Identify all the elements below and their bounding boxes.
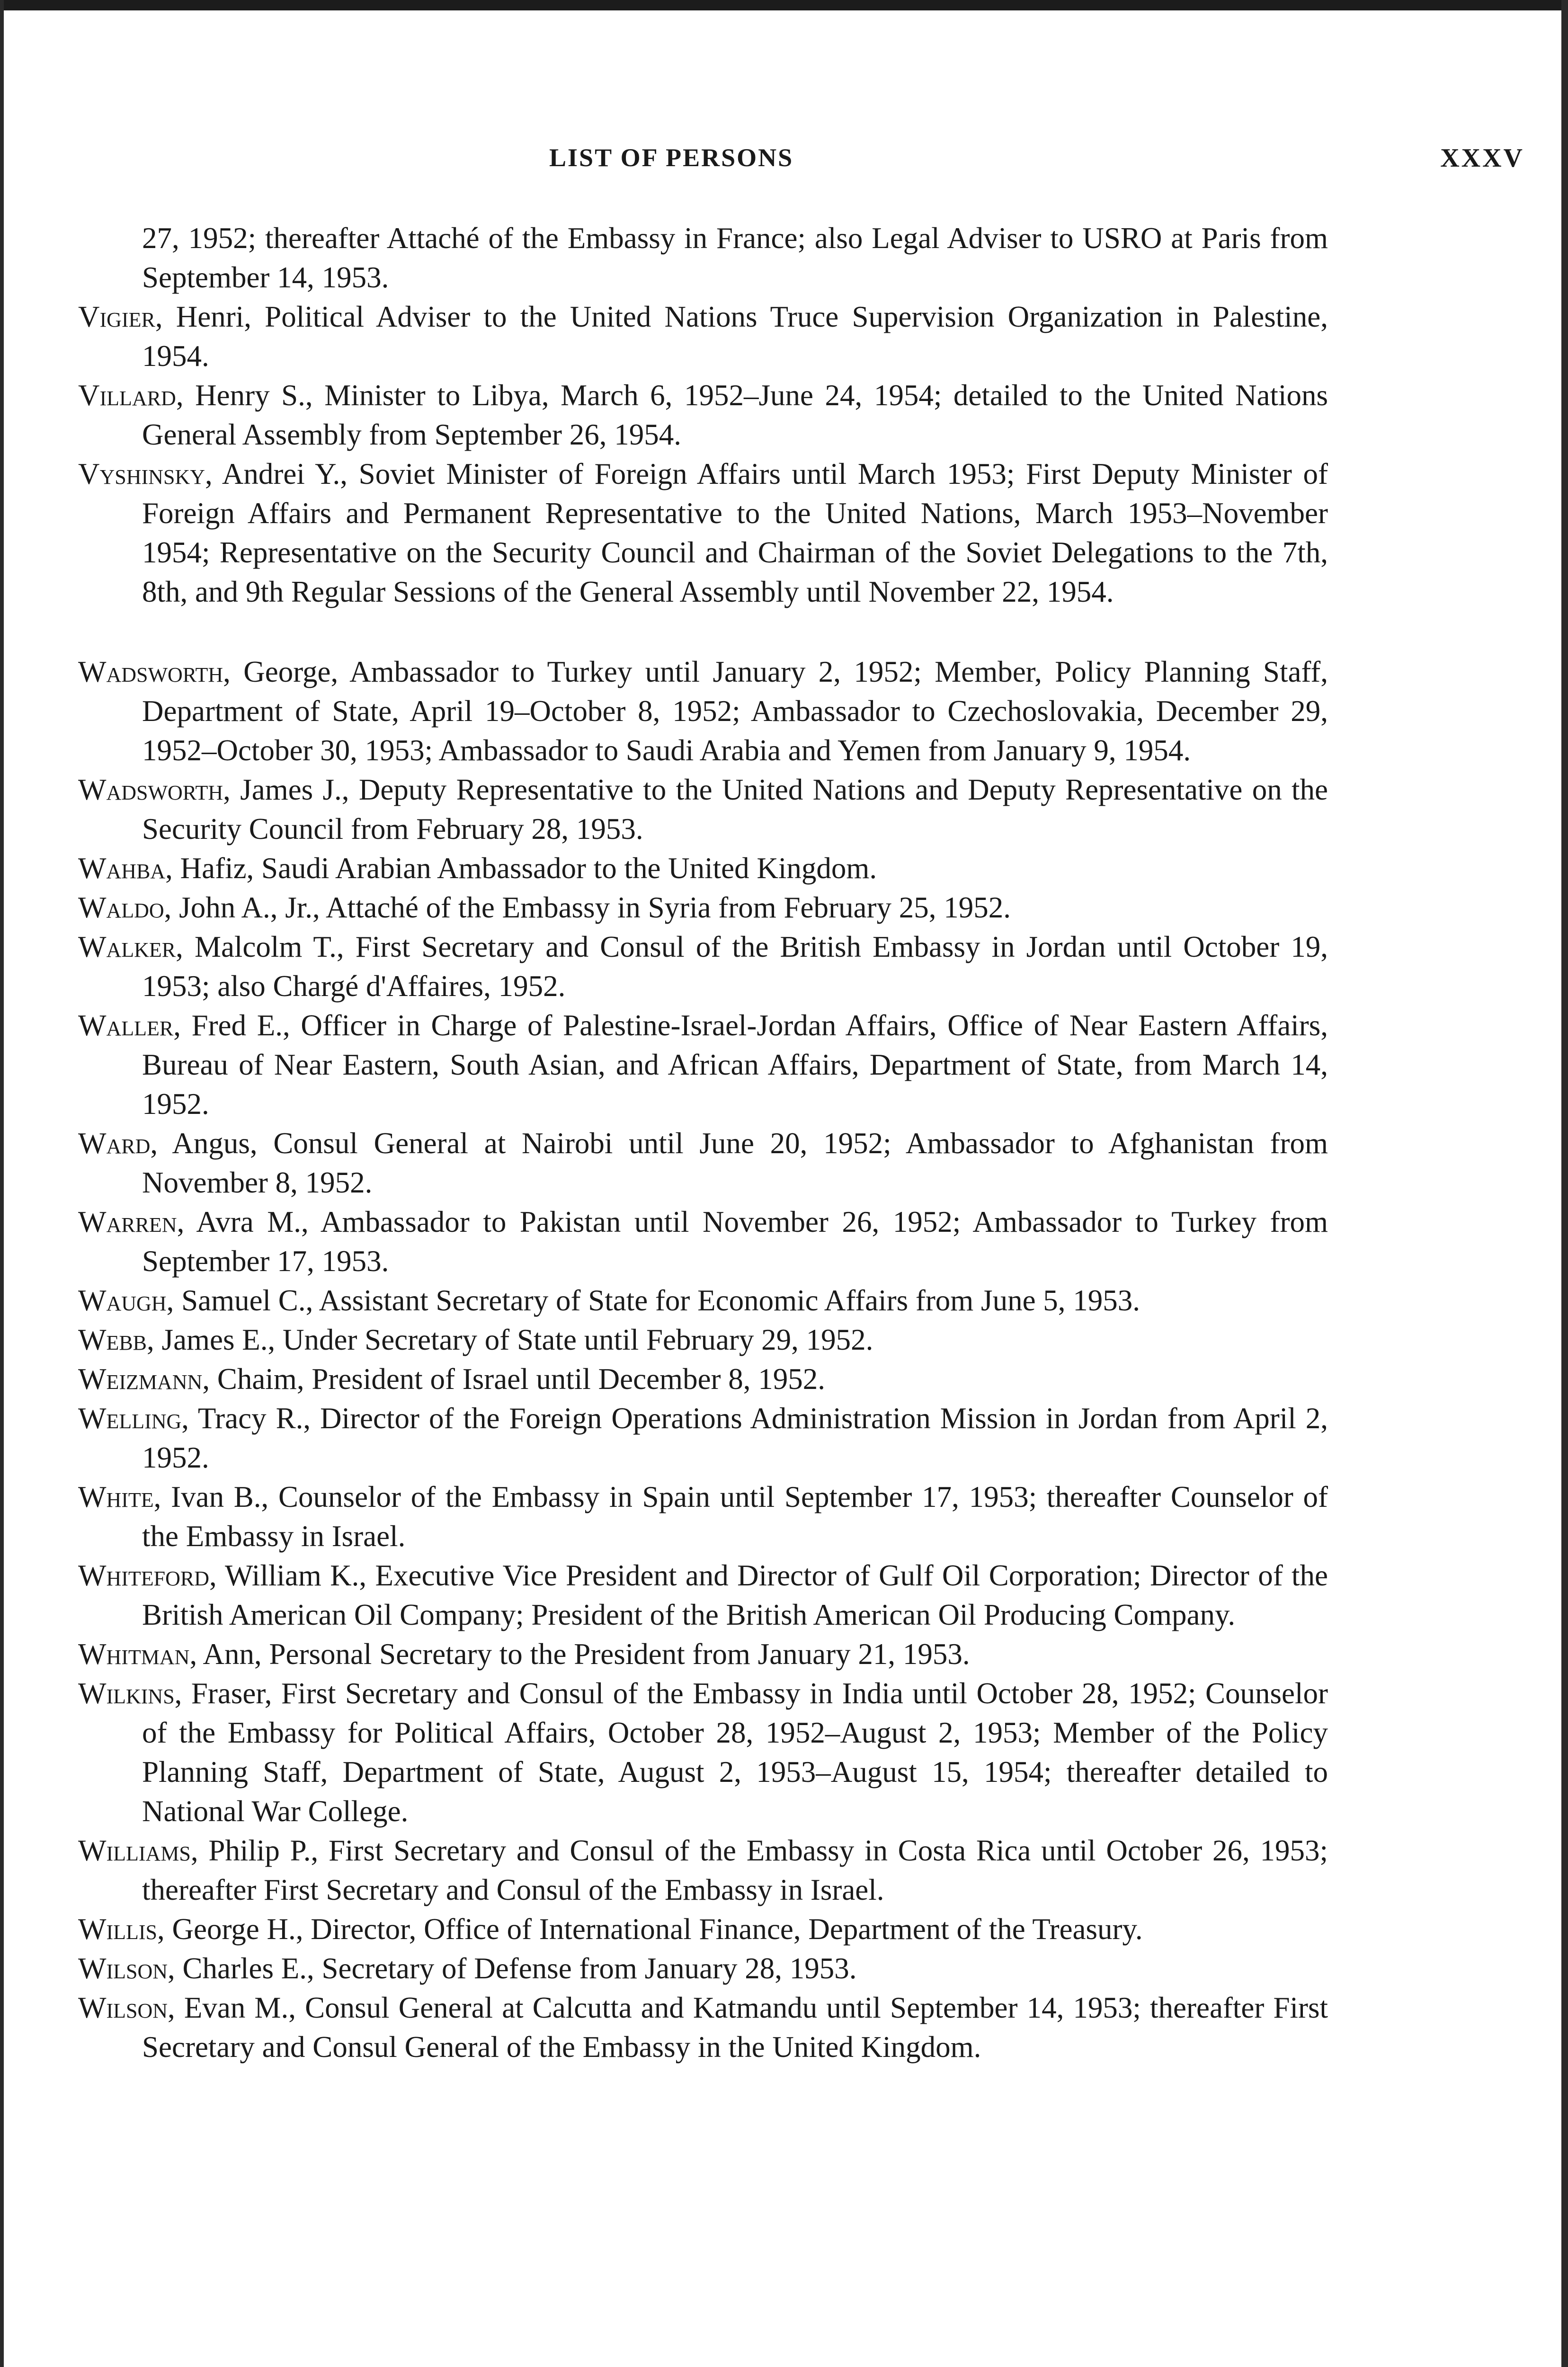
entry-text: , Tracy R., Director of the Foreign Operations Administration Mission in Jordan from April 2, 1952. [142, 1402, 1328, 1474]
entry-text: , Evan M., Consul General at Calcutta and Katmandu until September 14, 1953; thereafter First Secretary and Consul General of the Embassy in the United Kingdom. [142, 1991, 1328, 2064]
entry-surname: Wadsworth [78, 655, 223, 688]
entry-text: , Ivan B., Counselor of the Embassy in Spain until September 17, 1953; thereafter Counselor of the Embassy in Israel. [142, 1480, 1328, 1553]
list-entry [78, 927, 1328, 1006]
entry-surname: Waugh [78, 1284, 167, 1317]
running-head: LIST OF PERSONS [549, 143, 794, 172]
entry-text: , George H., Director, Office of International Finance, Department of the Treasury. [157, 1913, 1143, 1946]
list-entry [78, 849, 1328, 888]
entry-text: , Fred E., Officer in Charge of Palestine-Israel-Jordan Affairs, Office of Near Eastern Affairs, Bureau of Near Eastern, South Asian, and African Affairs, Department of State, from March 14, 1952. [142, 1009, 1328, 1121]
entry-text: , Philip P., First Secretary and Consul of the Embassy in Costa Rica until October 26, 1953; thereafter First Secretary and Consul of the Embassy in Israel. [142, 1834, 1328, 1906]
entry-text: , Ann, Personal Secretary to the President from January 21, 1953. [189, 1637, 970, 1671]
left-border-rule [0, 0, 4, 2367]
list-entry [78, 1124, 1328, 1202]
entry-surname: Wadsworth [78, 773, 223, 806]
list-entry [78, 1831, 1328, 1910]
entry-text: , Fraser, First Secretary and Consul of the Embassy in India until October 28, 1952; Counselor of the Embassy for Political Affairs, October 28, 1952–August 2, 1953; Member of the Policy Planning Staff, Department of State, August 2, 1953–August 15, 1954; thereafter detailed to National War College. [142, 1677, 1328, 1828]
entry-text: , James J., Deputy Representative to the United Nations and Deputy Representative on the Security Council from February 28, 1953. [142, 773, 1328, 845]
entry-surname: Vigier [78, 300, 155, 333]
right-border-rule [1561, 0, 1568, 2367]
list-entry [78, 454, 1328, 612]
entry-surname: Welling [78, 1402, 182, 1435]
list-entry [78, 1320, 1328, 1360]
list-entry [78, 297, 1328, 376]
list-entry [78, 1949, 1328, 1988]
entry-surname: Willis [78, 1913, 157, 1946]
list-entry [78, 888, 1328, 927]
entry-text: , George, Ambassador to Turkey until January 2, 1952; Member, Policy Planning Staff, Department of State, April 19–October 8, 1952; Ambassador to Czechoslovakia, December 29, 1952–October 30, 1953; Ambassador to Saudi Arabia and Yemen from January 9, 1954. [142, 655, 1328, 767]
entry-surname: Wilson [78, 1991, 168, 2024]
entry-text: , Malcolm T., First Secretary and Consul of the British Embassy in Jordan until October 19, 1953; also Chargé d'Affaires, 1952. [142, 930, 1328, 1003]
list-entry [78, 652, 1328, 770]
entry-text: , James E., Under Secretary of State until February 29, 1952. [147, 1323, 873, 1356]
entry-surname: Villard [78, 379, 176, 412]
entry-surname: Webb [78, 1323, 147, 1356]
list-entry [78, 1477, 1328, 1556]
entry-surname: Wilkins [78, 1677, 175, 1710]
entry-surname: Wahba [78, 852, 166, 885]
person-list [78, 219, 1328, 2067]
entry-surname: Waldo [78, 891, 164, 924]
list-entry [78, 1635, 1328, 1674]
entry-text: , Samuel C., Assistant Secretary of State for Economic Affairs from June 5, 1953. [166, 1284, 1140, 1317]
entry-text: 27, 1952; thereafter Attaché of the Embassy in France; also Legal Adviser to USRO at Paris from September 14, 1953. [142, 222, 1328, 294]
entry-surname: Vyshinsky [78, 457, 205, 490]
entry-text: , Henri, Political Adviser to the United Nations Truce Supervision Organization in Palestine, 1954. [142, 300, 1328, 373]
entry-text: , Chaim, President of Israel until December 8, 1952. [202, 1362, 826, 1396]
entry-text: , Hafiz, Saudi Arabian Ambassador to the United Kingdom. [165, 852, 877, 885]
entry-surname: Wilson [78, 1952, 168, 1985]
entry-surname: Williams [78, 1834, 191, 1867]
list-entry [78, 1556, 1328, 1635]
list-entry-continued [78, 219, 1328, 297]
entry-surname: Waller [78, 1009, 174, 1042]
list-entry [78, 1360, 1328, 1399]
list-entry [78, 1910, 1328, 1949]
entry-surname: Whitman [78, 1637, 190, 1671]
entry-text: , Andrei Y., Soviet Minister of Foreign Affairs until March 1953; First Deputy Minister of Foreign Affairs and Permanent Representative to the United Nations, March 1953–November 1954; Representative on the Security Council and Chairman of the Soviet Delegations to the 7th, 8th, and 9th Regular Sessions of the General Assembly until November 22, 1954. [142, 457, 1328, 608]
list-entry [78, 1006, 1328, 1124]
list-entry [78, 770, 1328, 849]
entry-surname: White [78, 1480, 154, 1513]
page-number: XXXV [1440, 143, 1524, 173]
list-entry [78, 1399, 1328, 1477]
list-entry [78, 1988, 1328, 2067]
entry-text: , Avra M., Ambassador to Pakistan until November 26, 1952; Ambassador to Turkey from September 17, 1953. [142, 1205, 1328, 1278]
list-entry [78, 1281, 1328, 1320]
entry-text: , William K., Executive Vice President and Director of Gulf Oil Corporation; Director of the British American Oil Company; President of the British American Oil Producing Company. [142, 1559, 1328, 1631]
top-border-rule [0, 0, 1568, 10]
entry-text: , Angus, Consul General at Nairobi until June 20, 1952; Ambassador to Afghanistan from November 8, 1952. [142, 1127, 1328, 1199]
entry-surname: Ward [78, 1127, 151, 1160]
entry-surname: Weizmann [78, 1362, 203, 1396]
list-entry [78, 1202, 1328, 1281]
list-entry [78, 1674, 1328, 1831]
entry-text: , John A., Jr., Attaché of the Embassy in Syria from February 25, 1952. [164, 891, 1011, 924]
entry-surname: Whiteford [78, 1559, 210, 1592]
list-entry [78, 376, 1328, 454]
entry-surname: Warren [78, 1205, 177, 1238]
entry-text: , Charles E., Secretary of Defense from January 28, 1953. [168, 1952, 857, 1985]
entry-surname: Walker [78, 930, 176, 963]
entry-text: , Henry S., Minister to Libya, March 6, 1952–June 24, 1954; detailed to the United Nations General Assembly from September 26, 1954. [142, 379, 1328, 451]
